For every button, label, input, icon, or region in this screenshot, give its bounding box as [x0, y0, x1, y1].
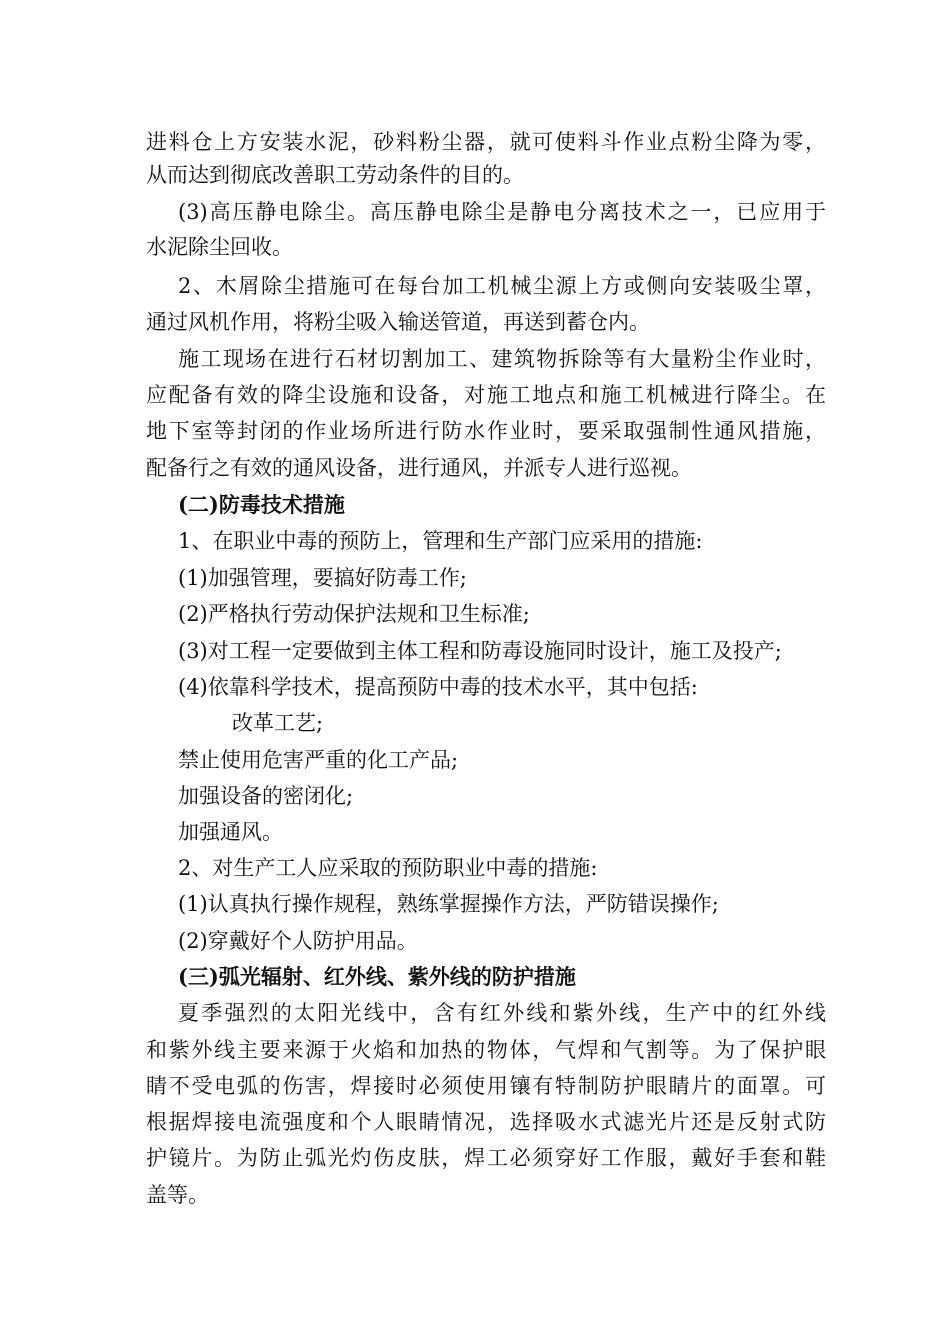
text-line: 盖等。: [146, 1183, 209, 1207]
text-line: 睛不受电弧的伤害，焊接时必须使用镶有特制防护眼睛片的面罩。可: [146, 1074, 826, 1098]
section-heading: (二)防毒技术措施: [178, 492, 345, 517]
text-line: 夏季强烈的太阳光线中，含有红外线和紫外线，生产中的红外线: [178, 1001, 826, 1025]
list-item: 加强通风。: [178, 820, 283, 844]
text-line: 2、对生产工人应采取的预防职业中毒的措施:: [178, 856, 598, 880]
list-item: (4)依靠科学技术，提高预防中毒的技术水平，其中包括:: [178, 675, 698, 699]
text-line: 根据焊接电流强度和个人眼睛情况，选择吸水式滤光片还是反射式防: [146, 1110, 826, 1134]
text-line: 水泥除尘回收。: [146, 235, 293, 259]
text-line: (3)高压静电除尘。高压静电除尘是静电分离技术之一，已应用于: [178, 200, 826, 224]
text-line: 地下室等封闭的作业场所进行防水作业时，要采取强制性通风措施，: [146, 419, 826, 443]
list-item: (3)对工程一定要做到主体工程和防毒设施同时设计，施工及投产;: [178, 639, 782, 663]
text-line: 2、木屑除尘措施可在每台加工机械尘源上方或侧向安装吸尘罩，: [178, 274, 826, 298]
list-item: 禁止使用危害严重的化工产品;: [178, 748, 459, 772]
text-line: 从而达到彻底改善职工劳动条件的目的。: [146, 163, 524, 187]
text-line: 通过风机作用，将粉尘吸入输送管道，再送到蓄仓内。: [146, 310, 650, 334]
list-item: 加强设备的密闭化;: [178, 784, 354, 808]
list-item: (2)严格执行劳动保护法规和卫生标准;: [178, 602, 530, 626]
list-item: (2)穿戴好个人防护用品。: [178, 929, 418, 953]
text-line: 施工现场在进行石材切割加工、建筑物拆除等有大量粉尘作业时，: [178, 347, 826, 371]
text-line: 1、在职业中毒的预防上，管理和生产部门应采用的措施:: [178, 529, 703, 553]
list-item: (1)加强管理，要搞好防毒工作;: [178, 566, 467, 590]
text-line: 进料仓上方安装水泥，砂料粉尘器，就可使料斗作业点粉尘降为零，: [146, 130, 826, 154]
text-line: 应配备有效的降尘设施和设备，对施工地点和施工机械进行降尘。在: [146, 383, 826, 407]
text-line: 和紫外线主要来源于火焰和加热的物体，气焊和气割等。为了保护眼: [146, 1038, 826, 1062]
list-item: 改革工艺;: [232, 711, 324, 735]
section-heading: (三)弧光辐射、红外线、紫外线的防护措施: [178, 964, 576, 989]
text-line: 配备行之有效的通风设备，进行通风，并派专人进行巡视。: [146, 456, 692, 480]
text-line: 护镜片。为防止弧光灼伤皮肤，焊工必须穿好工作服，戴好手套和鞋: [146, 1146, 826, 1170]
list-item: (1)认真执行操作规程，熟练掌握操作方法，严防错误操作;: [178, 892, 719, 916]
